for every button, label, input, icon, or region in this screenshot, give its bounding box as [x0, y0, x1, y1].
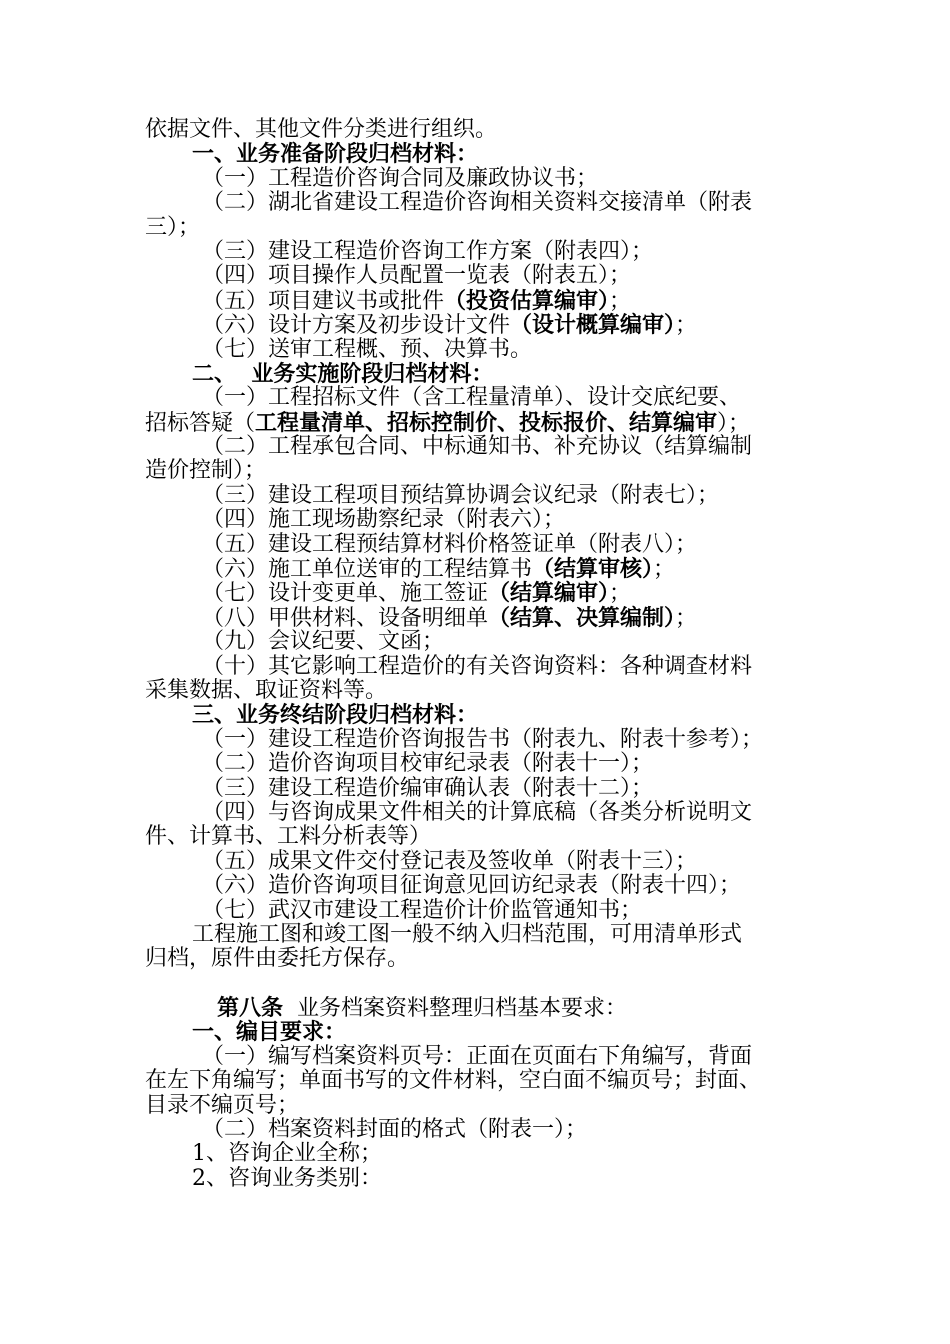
- list-item: [145, 557, 810, 581]
- item-text: （七）设计变更单、施工签证: [202, 581, 489, 607]
- list-item: （五）成果文件交付登记表及签收单（附表十三）；: [202, 848, 698, 874]
- item-punct: ；: [609, 288, 632, 314]
- item-text: （六）设计方案及初步设计文件: [202, 313, 511, 339]
- item-bold-note: （结算审核）: [532, 556, 654, 583]
- list-item-continued: 在左下角编写；单面书写的文件材料，空白面不编页号；封面、: [145, 1068, 762, 1094]
- list-item: （四）项目操作人员配置一览表（附表五）；: [202, 263, 632, 289]
- list-item: [145, 313, 810, 337]
- list-item: [145, 289, 810, 313]
- list-item: （四）与咨询成果文件相关的计算底稿（各类分析说明文: [202, 799, 753, 825]
- list-item: （六）造价咨询项目征询意见回访纪录表（附表十四）；: [202, 873, 742, 899]
- section-heading: 三、业务终结阶段归档材料：: [192, 702, 479, 729]
- list-item: （七）送审工程概、预、决算书。: [202, 336, 533, 362]
- article-title: 业务档案资料整理归档基本要求：: [283, 996, 628, 1022]
- list-item-continued: 件、计算书、工料分析表等）: [145, 824, 432, 850]
- item-text: （五）项目建议书或批件: [202, 288, 445, 314]
- list-item: （七）武汉市建设工程造价计价监管通知书；: [202, 897, 643, 923]
- article-number: 第八条: [217, 995, 284, 1022]
- item-bold-note: （结算、决算编制）: [488, 604, 676, 631]
- list-item: （二）造价咨询项目校审纪录表（附表十一）；: [202, 751, 654, 777]
- list-item-continued: 造价控制）；: [145, 458, 267, 484]
- section-heading: 一、业务准备阶段归档材料：: [192, 141, 479, 168]
- list-item: [145, 581, 810, 605]
- item-bold-note: （设计概算编审）: [510, 312, 676, 339]
- list-item: [145, 606, 810, 630]
- item-punct: ；: [675, 605, 698, 631]
- list-item-continued: [145, 411, 810, 435]
- list-item: （二）湖北省建设工程造价咨询相关资料交接清单（附表: [202, 190, 753, 216]
- list-item-continued: 采集数据、取证资料等。: [145, 677, 388, 703]
- text-line-continued: 归档，原件由委托方保存。: [145, 946, 410, 972]
- item-punct: ）；: [717, 410, 751, 436]
- list-item: （一）工程招标文件（含工程量清单）、设计交底纪要、: [202, 385, 742, 411]
- section-heading: 一、编目要求：: [192, 1019, 347, 1046]
- list-item: （一）工程造价咨询合同及廉政协议书；: [202, 165, 599, 191]
- item-punct: ；: [675, 313, 698, 339]
- list-item: （三）建设工程造价编审确认表（附表十二）；: [202, 775, 654, 801]
- list-item: （二）档案资料封面的格式（附表一）；: [202, 1117, 588, 1143]
- list-item: （五）建设工程预结算材料价格签证单（附表八）；: [202, 531, 698, 557]
- item-punct: ；: [653, 557, 676, 583]
- list-item: （三）建设工程项目预结算协调会议纪录（附表七）；: [202, 482, 720, 508]
- item-text: （六）施工单位送审的工程结算书: [202, 557, 533, 583]
- list-item: （十）其它影响工程造价的有关咨询资料：各种调查材料: [202, 653, 753, 679]
- item-bold-note: （投资估算编审）: [444, 287, 610, 314]
- list-item: 2、咨询业务类别：: [192, 1165, 382, 1191]
- list-item: （二）工程承包合同、中标通知书、补充协议（结算编制: [202, 434, 753, 460]
- list-item: （九）会议纪要、文函；: [202, 629, 445, 655]
- item-bold-note: （结算编审）: [488, 580, 610, 607]
- article-heading: [145, 996, 810, 1020]
- item-bold-note: 工程量清单、招标控制价、投标报价、结算编审: [255, 409, 718, 436]
- item-text: （八）甲供材料、设备明细单: [202, 605, 489, 631]
- blank-line: [145, 972, 810, 996]
- list-item-continued: 目录不编页号；: [145, 1092, 300, 1118]
- list-item: （一）编写档案资料页号：正面在页面右下角编写，背面: [202, 1043, 753, 1069]
- text-line: 工程施工图和竣工图一般不纳入归档范围，可用清单形式: [192, 921, 743, 947]
- list-item: 1、咨询企业全称；: [192, 1141, 382, 1167]
- list-item: （一）建设工程造价咨询报告书（附表九、附表十参考）；: [202, 726, 764, 752]
- document-body: [145, 118, 810, 1191]
- list-item: （三）建设工程造价咨询工作方案（附表四）；: [202, 238, 654, 264]
- item-text: 招标答疑（: [145, 410, 256, 436]
- text-line: 依据文件、其他文件分类进行组织。: [145, 117, 498, 142]
- list-item-continued: 三）；: [145, 214, 201, 240]
- list-item: （四）施工现场勘察纪录（附表六）；: [202, 507, 566, 533]
- item-punct: ；: [609, 581, 632, 607]
- section-heading: 二、 业务实施阶段归档材料：: [192, 360, 494, 387]
